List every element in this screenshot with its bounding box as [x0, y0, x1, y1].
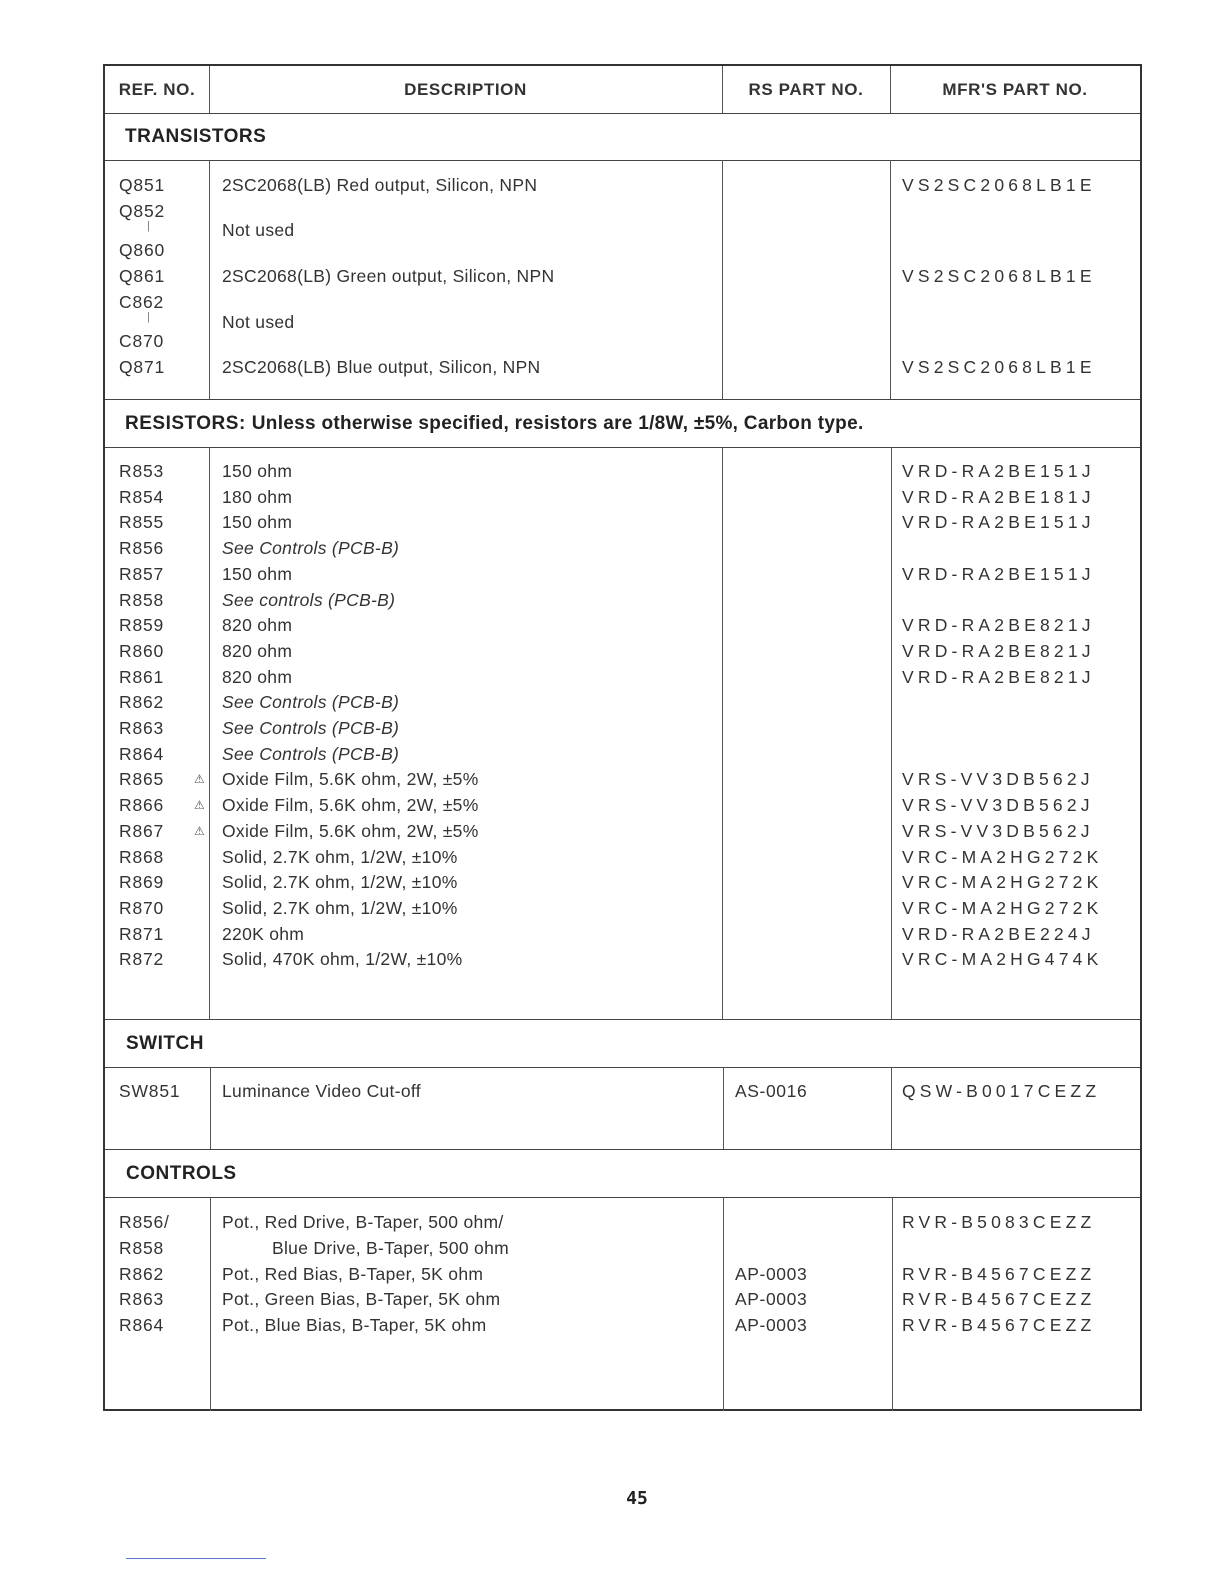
mfr-part-no: RVR-B4567CEZZ [902, 1315, 1096, 1335]
ref-no: R854 [119, 487, 165, 507]
section-title-resistors [125, 400, 864, 447]
description: Pot., Green Bias, B-Taper, 5K ohm [222, 1289, 501, 1309]
safety-warning-icon: ⚠ [194, 824, 205, 838]
description: See Controls (PCB-B) [222, 744, 400, 764]
ref-no: R856 [119, 538, 165, 558]
mfr-part-no: QSW-B0017CEZZ [902, 1081, 1101, 1101]
description: 150 ohm [222, 564, 293, 584]
rule [105, 1067, 1140, 1068]
mfr-part-no: VRD-RA2BE151J [902, 461, 1095, 481]
ref-no: R862 [119, 692, 165, 712]
section-title-controls [126, 1150, 237, 1197]
column-rule [891, 447, 892, 1019]
description: 180 ohm [222, 487, 293, 507]
ref-no: R866 [119, 795, 165, 815]
ref-no: R858 [119, 1238, 165, 1258]
ref-no: R857 [119, 564, 165, 584]
rs-part-no: AP-0003 [735, 1315, 808, 1335]
mfr-part-no: VRC-MA2HG272K [902, 872, 1103, 892]
mfr-part-no: RVR-B4567CEZZ [902, 1264, 1096, 1284]
description: 150 ohm [222, 461, 293, 481]
description: 820 ohm [222, 641, 293, 661]
description: 820 ohm [222, 615, 293, 635]
ref-no: R860 [119, 641, 165, 661]
range-mark: | [147, 311, 150, 323]
column-rule [209, 447, 210, 1019]
mfr-part-no: VS2SC2068LB1E [902, 175, 1096, 195]
description: 220K ohm [222, 924, 305, 944]
mfr-part-no: VRC-MA2HG474K [902, 949, 1103, 969]
section-note: Unless otherwise specified, resistors are 1/8W, ±5%, Carbon type. [251, 412, 864, 434]
footer-rule [126, 1558, 266, 1559]
description: Solid, 2.7K ohm, 1/2W, ±10% [222, 898, 458, 918]
rule [105, 160, 1140, 161]
column-rule [210, 1197, 211, 1411]
header-description: DESCRIPTION [404, 79, 527, 99]
ref-no: R853 [119, 461, 165, 481]
ref-no: R864 [119, 1315, 165, 1335]
ref-no: R863 [119, 718, 165, 738]
mfr-part-no: VRD-RA2BE821J [902, 615, 1095, 635]
ref-no: R868 [119, 847, 165, 867]
header-rs-part-no: RS PART NO. [748, 79, 864, 99]
rs-part-no: AP-0003 [735, 1264, 808, 1284]
description: Solid, 2.7K ohm, 1/2W, ±10% [222, 847, 458, 867]
column-rule [891, 1067, 892, 1149]
rs-part-no: AP-0003 [735, 1289, 808, 1309]
section-title-transistors [125, 113, 266, 160]
column-rule [890, 160, 891, 399]
column-rule [722, 447, 723, 1019]
ref-no: R863 [119, 1289, 165, 1309]
page-number: 45 [626, 1488, 648, 1509]
ref-no: Q861 [119, 266, 166, 286]
description: See Controls (PCB-B) [222, 718, 400, 738]
mfr-part-no: VRD-RA2BE151J [902, 512, 1095, 532]
mfr-part-no: VRS-VV3DB562J [902, 795, 1094, 815]
safety-warning-icon: ⚠ [194, 798, 205, 812]
ref-no: Q851 [119, 175, 166, 195]
ref-no: SW851 [119, 1081, 181, 1101]
column-rule [892, 1197, 893, 1411]
header-mfr-part-no: MFR'S PART NO. [942, 79, 1088, 99]
mfr-part-no: RVR-B4567CEZZ [902, 1289, 1096, 1309]
rule [105, 1149, 1140, 1150]
ref-no: R865 [119, 769, 165, 789]
ref-no: R870 [119, 898, 165, 918]
ref-no: R869 [119, 872, 165, 892]
mfr-part-no: VRD-RA2BE821J [902, 667, 1095, 687]
ref-no: R859 [119, 615, 165, 635]
ref-no: R855 [119, 512, 165, 532]
mfr-part-no: VRD-RA2BE224J [902, 924, 1095, 944]
rule [105, 1019, 1140, 1020]
description: See controls (PCB-B) [222, 590, 396, 610]
description: 2SC2068(LB) Green output, Silicon, NPN [222, 266, 555, 286]
ref-no: R872 [119, 949, 165, 969]
description: Solid, 470K ohm, 1/2W, ±10% [222, 949, 463, 969]
mfr-part-no: VRD-RA2BE151J [902, 564, 1095, 584]
mfr-part-no: VRD-RA2BE821J [902, 641, 1095, 661]
mfr-part-no: VRD-RA2BE181J [902, 487, 1095, 507]
description: 2SC2068(LB) Red output, Silicon, NPN [222, 175, 538, 195]
ref-no: R864 [119, 744, 165, 764]
description: Oxide Film, 5.6K ohm, 2W, ±5% [222, 769, 479, 789]
description: Pot., Blue Bias, B-Taper, 5K ohm [222, 1315, 487, 1335]
description: 820 ohm [222, 667, 293, 687]
parts-list-table [103, 64, 1142, 1411]
section-title-switch [126, 1020, 204, 1067]
ref-no: Q852 [119, 201, 166, 221]
ref-no: R858 [119, 590, 165, 610]
ref-no: C862 [119, 292, 165, 312]
description: Pot., Red Drive, B-Taper, 500 ohm/ [222, 1212, 504, 1232]
section-title-text: SWITCH [126, 1032, 204, 1054]
safety-warning-icon: ⚠ [194, 772, 205, 786]
description: Blue Drive, B-Taper, 500 ohm [272, 1238, 509, 1258]
ref-no: R867 [119, 821, 165, 841]
description: 2SC2068(LB) Blue output, Silicon, NPN [222, 357, 541, 377]
rule [105, 447, 1140, 448]
ref-no: R871 [119, 924, 165, 944]
description: Oxide Film, 5.6K ohm, 2W, ±5% [222, 795, 479, 815]
rs-part-no: AS-0016 [735, 1081, 808, 1101]
ref-no: R856/ [119, 1212, 170, 1232]
column-rule [210, 1067, 211, 1149]
section-title-text: TRANSISTORS [125, 125, 267, 147]
ref-no: Q871 [119, 357, 166, 377]
description: See Controls (PCB-B) [222, 538, 400, 558]
description: Solid, 2.7K ohm, 1/2W, ±10% [222, 872, 458, 892]
ref-no: R861 [119, 667, 165, 687]
header-ref-no: REF. NO. [118, 79, 196, 99]
description: Pot., Red Bias, B-Taper, 5K ohm [222, 1264, 484, 1284]
description: See Controls (PCB-B) [222, 692, 400, 712]
mfr-part-no: VRC-MA2HG272K [902, 898, 1103, 918]
mfr-part-no: RVR-B5083CEZZ [902, 1212, 1096, 1232]
description: Oxide Film, 5.6K ohm, 2W, ±5% [222, 821, 479, 841]
ref-no: Q860 [119, 240, 166, 260]
mfr-part-no: VS2SC2068LB1E [902, 357, 1096, 377]
section-title-text: RESISTORS: [125, 412, 246, 434]
description: Not used [222, 312, 295, 332]
column-rule [209, 160, 210, 399]
description: Luminance Video Cut-off [222, 1081, 421, 1101]
mfr-part-no: VRC-MA2HG272K [902, 847, 1103, 867]
mfr-part-no: VRS-VV3DB562J [902, 821, 1094, 841]
rule [105, 1197, 1140, 1198]
column-rule [723, 1197, 724, 1411]
mfr-part-no: VRS-VV3DB562J [902, 769, 1094, 789]
mfr-part-no: VS2SC2068LB1E [902, 266, 1096, 286]
description: 150 ohm [222, 512, 293, 532]
column-rule [722, 160, 723, 399]
range-mark: | [147, 220, 150, 232]
description: Not used [222, 220, 295, 240]
section-title-text: CONTROLS [126, 1162, 237, 1184]
ref-no: C870 [119, 331, 165, 351]
ref-no: R862 [119, 1264, 165, 1284]
column-rule [723, 1067, 724, 1149]
